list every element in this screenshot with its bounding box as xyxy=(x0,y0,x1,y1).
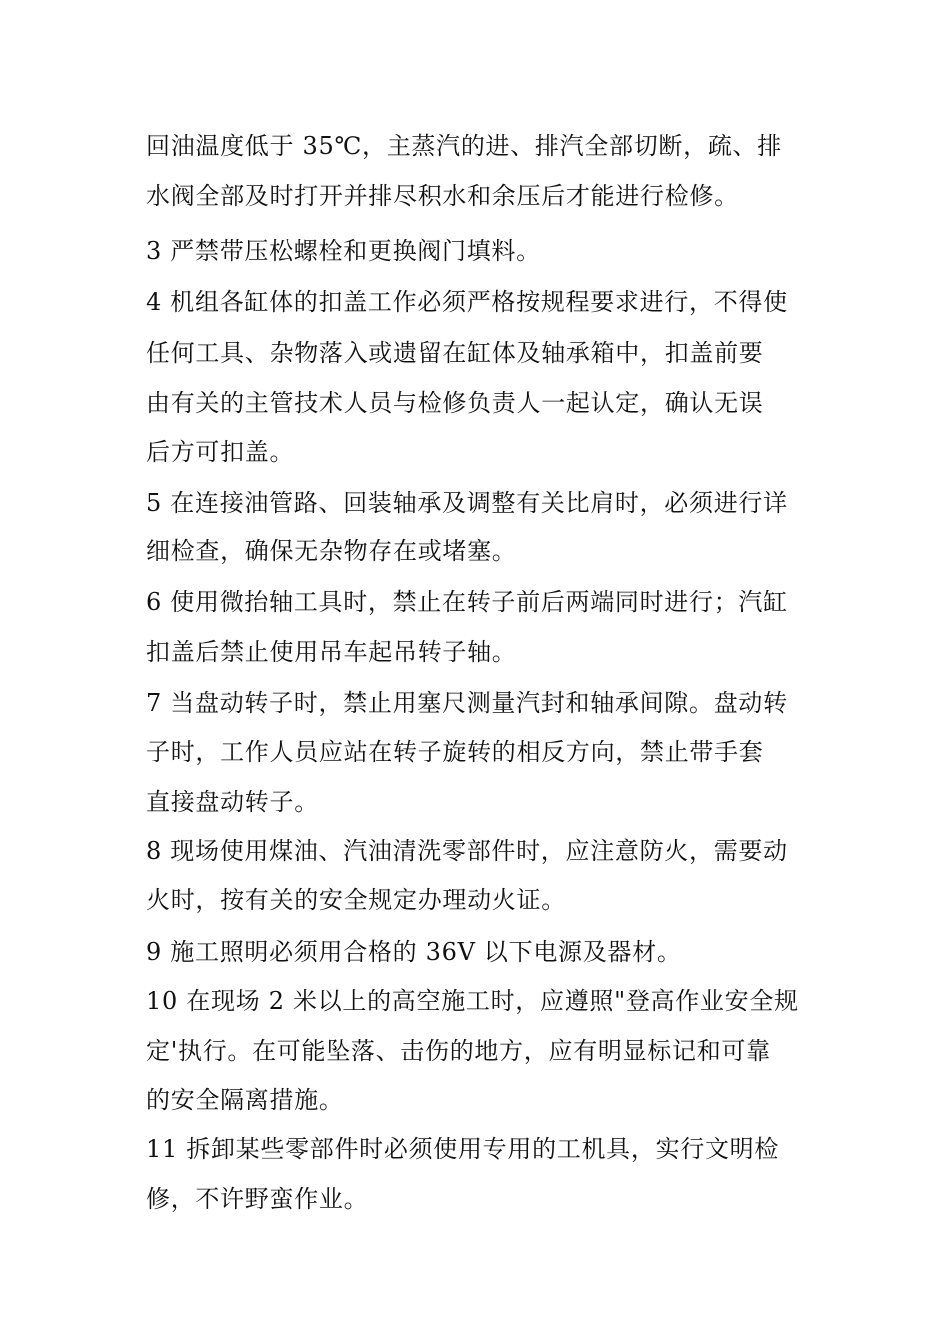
text-line: 水阀全部及时打开并排尽积水和余压后才能进行检修。 xyxy=(146,182,739,210)
text-line: 的安全隔离措施。 xyxy=(146,1086,344,1114)
text-line: 回油温度低于 35℃，主蒸汽的进、排汽全部切断，疏、排 xyxy=(146,132,782,160)
text-line: 10 在现场 2 米以上的高空施工时，应遵照"登高作业安全规 xyxy=(146,987,799,1015)
text-line: 修，不许野蛮作业。 xyxy=(146,1185,369,1213)
text-line: 7 当盘动转子时，禁止用塞尺测量汽封和轴承间隙。盘动转 xyxy=(146,689,788,717)
text-line: 8 现场使用煤油、汽油清洗零部件时，应注意防火，需要动 xyxy=(146,837,788,865)
text-line: 9 施工照明必须用合格的 36V 以下电源及器材。 xyxy=(146,938,682,966)
text-line: 5 在连接油管路、回装轴承及调整有关比肩时，必须进行详 xyxy=(146,489,788,517)
text-line: 3 严禁带压松螺栓和更换阀门填料。 xyxy=(146,237,541,265)
text-line: 细检查，确保无杂物存在或堵塞。 xyxy=(146,537,517,565)
text-line: 扣盖后禁止使用吊车起吊转子轴。 xyxy=(146,638,517,666)
text-line: 6 使用微抬轴工具时，禁止在转子前后两端同时进行；汽缸 xyxy=(146,588,788,616)
text-line: 4 机组各缸体的扣盖工作必须严格按规程要求进行，不得使 xyxy=(146,288,788,316)
text-line: 任何工具、杂物落入或遗留在缸体及轴承箱中，扣盖前要 xyxy=(146,339,764,367)
text-line: 11 拆卸某些零部件时必须使用专用的工机具，实行文明检 xyxy=(146,1135,780,1163)
text-line: 后方可扣盖。 xyxy=(146,438,295,466)
text-line: 定'执行。在可能坠落、击伤的地方，应有明显标记和可靠 xyxy=(146,1037,771,1065)
text-line: 由有关的主管技术人员与检修负责人一起认定，确认无误 xyxy=(146,389,764,417)
text-line: 火时，按有关的安全规定办理动火证。 xyxy=(146,886,566,914)
text-line: 直接盘动转子。 xyxy=(146,788,319,816)
text-line: 子时，工作人员应站在转子旋转的相反方向，禁止带手套 xyxy=(146,738,764,766)
